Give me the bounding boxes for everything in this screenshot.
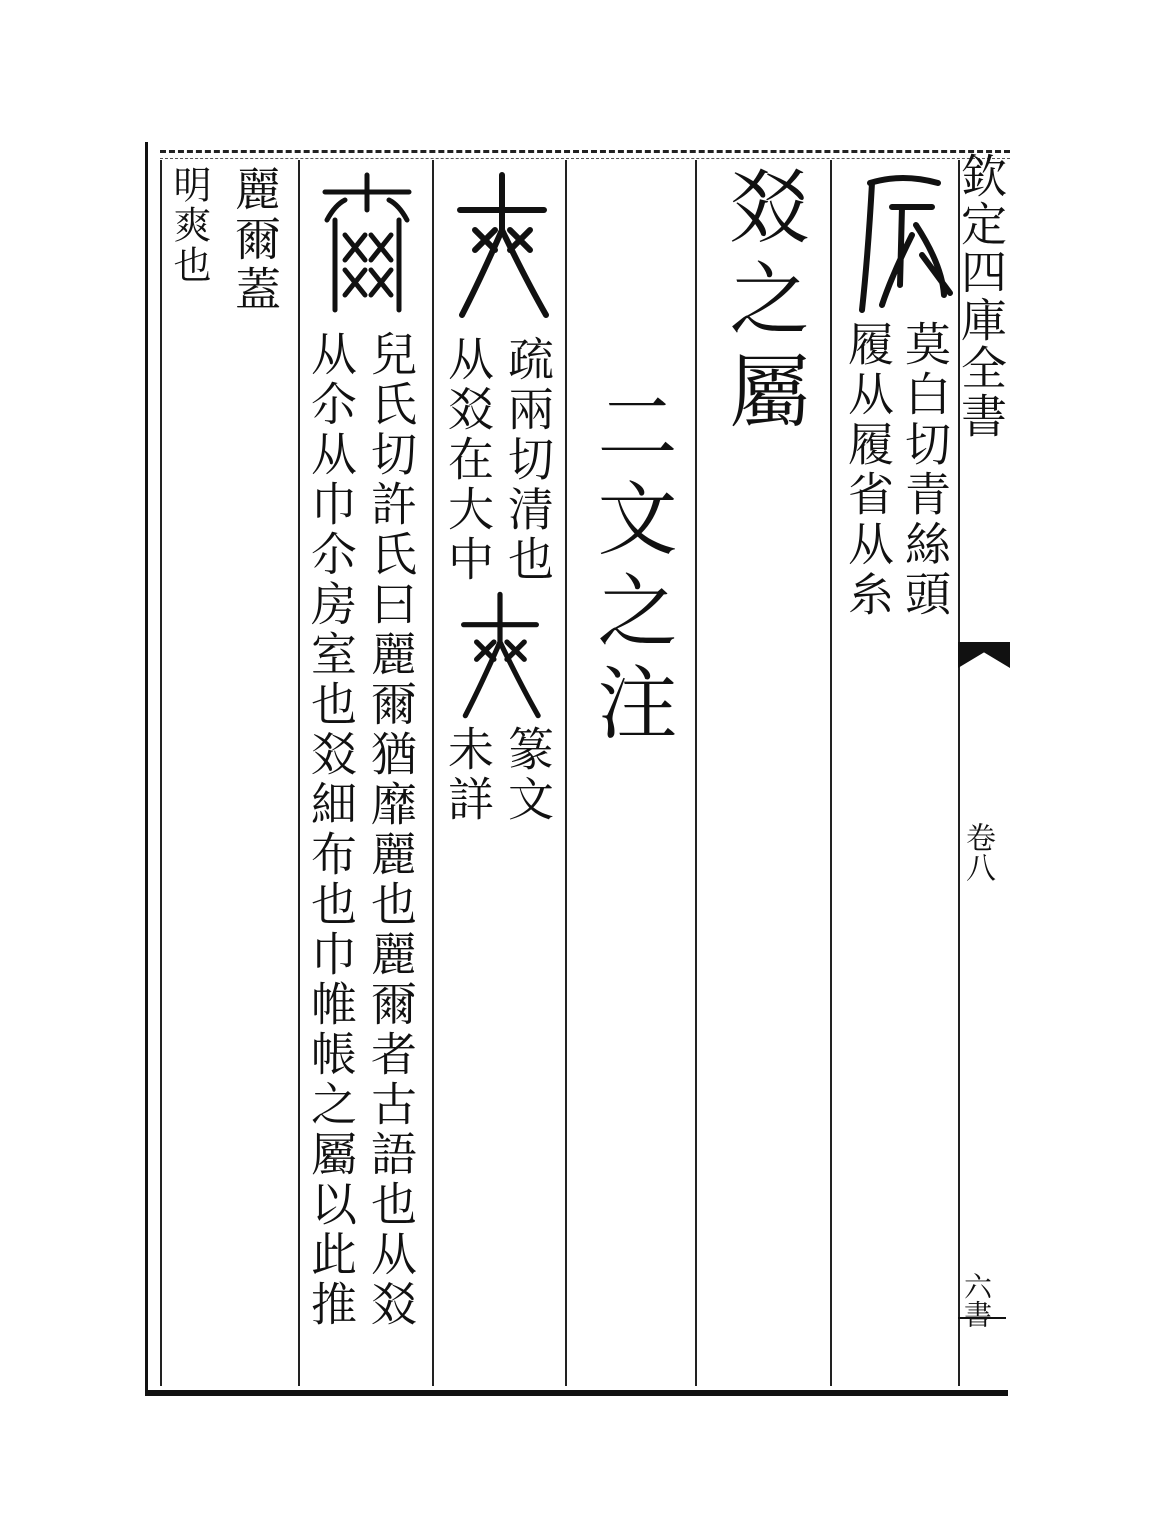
entry-reading: 疏兩切清也 — [501, 335, 555, 585]
entry-gloss: 从㸚在大中 — [441, 335, 495, 585]
seal-glyph-lu — [852, 165, 956, 315]
column-divider — [565, 160, 567, 1386]
top-border-rule-inner — [160, 158, 1010, 159]
column-divider — [160, 160, 162, 1386]
seal-glyph-shuang-variant — [452, 590, 548, 720]
column-divider — [432, 160, 434, 1386]
entry-reading: 兒氏切許氏曰麗爾猶靡麗也麗爾者古語也从㸚 — [364, 330, 418, 1330]
volume-label: 卷八 — [960, 822, 995, 882]
column-divider — [298, 160, 300, 1386]
page-mark: 六書 — [960, 1272, 993, 1328]
entry-reading: 莫白切青絲頭 — [898, 320, 952, 620]
entry-gloss: 从尒从巾尒房室也㸚細布也巾帷帳之屬以此推 — [304, 330, 358, 1330]
fish-tail-mark — [958, 642, 1010, 668]
note-seal-script: 篆文 — [501, 725, 555, 825]
section-heading: 㸚之屬 — [716, 165, 809, 441]
section-heading-secondary: 二文之注 — [584, 385, 677, 753]
book-title: 欽定四庫全書 — [954, 152, 1008, 440]
column-divider — [830, 160, 832, 1386]
seal-glyph-shuang — [450, 170, 554, 320]
column-divider — [695, 160, 697, 1386]
continuation-text: 麗爾蓋 — [228, 165, 282, 315]
top-border-rule — [160, 150, 1010, 153]
seal-glyph-er — [315, 170, 419, 320]
margin-banxin — [954, 142, 1010, 1390]
continuation-text: 明爽也 — [167, 165, 211, 285]
entry-gloss: 履从履省从糸 — [841, 320, 895, 620]
note-unknown: 未詳 — [441, 725, 495, 825]
